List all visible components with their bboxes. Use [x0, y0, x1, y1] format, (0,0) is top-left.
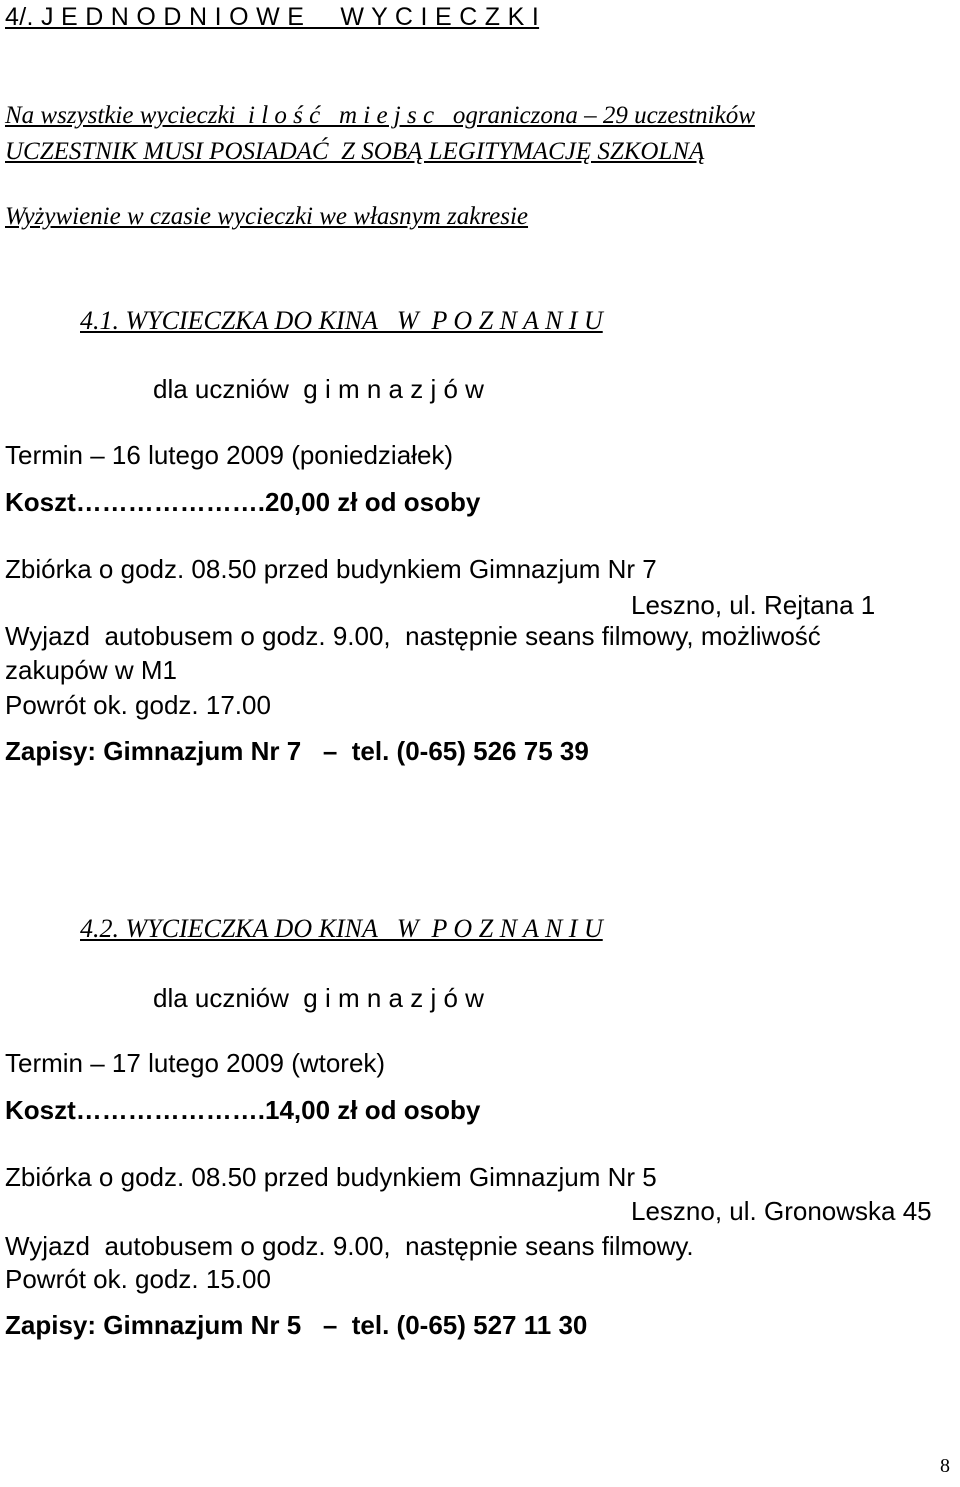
trip-2-address: Leszno, ul. Gronowska 45	[631, 1196, 932, 1226]
trip-1-audience: dla uczniów g i m n a z j ó w	[153, 374, 484, 404]
trip-1-departure: Wyjazd autobusem o godz. 9.00, następnie seans filmowy, możliwość	[5, 621, 821, 651]
trip-1-signup: Zapisy: Gimnazjum Nr 7 – tel. (0-65) 526 75 39	[5, 736, 589, 766]
trip-2-departure: Wyjazd autobusem o godz. 9.00, następnie seans filmowy.	[5, 1231, 694, 1261]
trip-2-cost-value: .14,00 zł od osoby	[257, 1095, 481, 1125]
intro-capacity-note: Na wszystkie wycieczki i l o ś ć m i e j s c ograniczona – 29 uczestników	[5, 102, 755, 129]
page-number: 8	[940, 1455, 950, 1477]
trip-2-signup: Zapisy: Gimnazjum Nr 5 – tel. (0-65) 527 11 30	[5, 1310, 588, 1340]
trip-2-meeting: Zbiórka o godz. 08.50 przed budynkiem Gimnazjum Nr 5	[5, 1162, 657, 1192]
trip-2-title: 4.2. WYCIECZKA DO KINA W P O Z N A N I U	[80, 914, 603, 943]
section-heading: 4/. J E D N O D N I O W E W Y C I E C Z K I	[5, 3, 540, 31]
trip-1-return: Powrót ok. godz. 17.00	[5, 690, 271, 720]
trip-1-title: 4.1. WYCIECZKA DO KINA W P O Z N A N I U	[80, 306, 603, 335]
trip-1-cost	[5, 487, 480, 517]
trip-1-departure-cont: zakupów w M1	[5, 655, 177, 685]
trip-1-cost-value: .20,00 zł od osoby	[257, 487, 481, 517]
trip-2-return: Powrót ok. godz. 15.00	[5, 1264, 271, 1294]
trip-1-date: Termin – 16 lutego 2009 (poniedziałek)	[5, 440, 454, 470]
trip-1-address: Leszno, ul. Rejtana 1	[631, 590, 876, 620]
trip-1-meeting: Zbiórka o godz. 08.50 przed budynkiem Gimnazjum Nr 7	[5, 554, 657, 584]
trip-2-cost-dots: …………………	[75, 1095, 258, 1125]
trip-1-cost-label: Koszt	[5, 487, 76, 517]
trip-2-cost-label: Koszt	[5, 1095, 76, 1125]
trip-2-cost	[5, 1095, 480, 1125]
trip-2-audience: dla uczniów g i m n a z j ó w	[153, 983, 484, 1013]
trip-2-date: Termin – 17 lutego 2009 (wtorek)	[5, 1048, 386, 1078]
intro-id-requirement: UCZESTNIK MUSI POSIADAĆ Z SOBĄ LEGITYMACJĘ SZKOLNĄ	[5, 138, 705, 165]
trip-1-cost-dots: …………………	[75, 487, 258, 517]
intro-meals-note: Wyżywienie w czasie wycieczki we własnym zakresie	[5, 203, 529, 230]
